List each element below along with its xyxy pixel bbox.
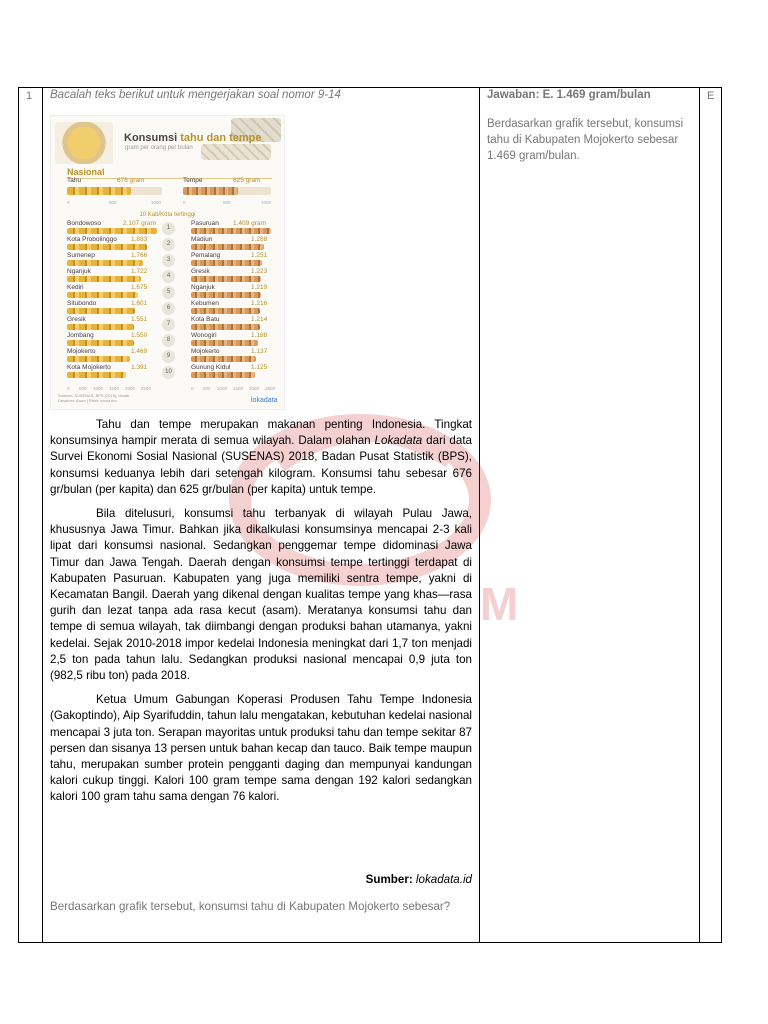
rank-badge: 3: [162, 254, 175, 267]
question-text: Berdasarkan grafik tersebut, konsumsi tahu di Kabupaten Mojokerto sebesar?: [50, 900, 451, 913]
nat-scale-left-0: 0: [67, 200, 70, 205]
tempe-top-name: Nganjuk: [191, 284, 215, 291]
national-tempe-bar: [183, 187, 238, 195]
bottom-scale-right-1000: 1000: [217, 386, 228, 391]
nat-scale-left-1000: 1000: [151, 200, 162, 205]
tahu-top-name: Gresik: [67, 316, 86, 323]
rank-badge: 7: [162, 318, 175, 331]
tempe-top-bar: [191, 372, 255, 378]
tempe-top-bar: [191, 244, 264, 250]
national-tahu-bar: [67, 187, 131, 195]
table-divider-number: [42, 87, 43, 943]
tahu-top-value: 1.722: [131, 268, 148, 275]
nat-scale-right-500: 500: [223, 200, 231, 205]
nat-scale-right-1000: 1000: [261, 200, 272, 205]
bottom-scale-right-2500: 2500: [265, 386, 276, 391]
answer-title: Jawaban: E. 1.469 gram/bulan: [487, 89, 651, 101]
tahu-top-name: Kota Mojokerto: [67, 364, 111, 371]
bottom-scale-right-2000: 2000: [249, 386, 260, 391]
rank-badge: 1: [162, 222, 175, 235]
bottom-scale-right-500: 500: [203, 386, 211, 391]
tahu-top-name: Nganjuk: [67, 268, 91, 275]
tempe-top-value: 1.137: [251, 348, 268, 355]
source-line-1: Sumber: SUSENAS, BPS (2018), diolah: [58, 393, 130, 398]
top10-label: 10 Kab/Kota tertinggi: [139, 212, 196, 218]
tahu-top-value: 1.766: [131, 252, 148, 259]
paragraph-2: Bila ditelusuri, konsumsi tahu terbanyak di wilayah Pulau Jawa, khususnya Jawa Timur. Bahkan jika dikalkulasi konsumsinya mencapai 2-3 kali lipat dari konsumsi nasional. Sedangkan penggemar tempe didominasi Jawa Timur dan Jawa Tengah. Daerah dengan konsumsi tempe tertinggi terdapat di Kabupaten Pasuruan. Kabupaten yang juga memiliki sentra tempe, yakni di Kecamatan Bangil. Daerah yang dikenal dengan kualitas tempe yang khas—rasa gurih dan lezat tanpa ada rasa kecut (asam). Meratanya konsumsi tahu dan tempe di semua wilayah, tak diimbangi dengan produksi bahan utamanya, yakni kedelai. Sejak 2010-2018 impor kedelai Indonesia meningkat dari 1,7 ton menjadi 2,5 ton pada tahun lalu. Sedangkan produksi nasional mencapai 0,9 juta ton (982,5 ribu ton) pada 2018.: [50, 507, 472, 683]
tahu-top-bar: [67, 276, 141, 282]
svg-text:M: M: [480, 578, 519, 630]
rank-badge: 9: [162, 350, 175, 363]
national-tempe-value: 625 gram: [233, 177, 261, 184]
tahu-top-value: 1.675: [131, 284, 148, 291]
tempe-top-value: 1.188: [251, 332, 268, 339]
tahu-top-name: Kota Probolinggo: [67, 236, 117, 243]
tempe-top-value: 1.251: [251, 252, 268, 259]
national-tahu-label: Tahu: [67, 177, 82, 184]
source-label: Sumber:: [365, 873, 416, 886]
bottom-scale-right-1500: 1500: [233, 386, 244, 391]
tempe-top-name: Kebumen: [191, 300, 219, 307]
tempe-top-name: Pasuruan: [191, 220, 219, 227]
tahu-top-bar: [67, 260, 143, 266]
answer-explanation: Berdasarkan grafik tersebut, konsumsi tahu di Kabupaten Mojokerto sebesar 1.469 gram/bulan.: [487, 118, 684, 162]
table-top-border: [18, 87, 722, 88]
bottom-scale-left-0: 0: [67, 386, 70, 391]
tempe-top-bar: [191, 324, 260, 330]
tempe-top-value: 1.409 gram: [233, 220, 266, 227]
reading-passage: [50, 417, 472, 814]
tempe-top-value: 1.288: [251, 236, 268, 243]
passage-source: [300, 873, 472, 886]
tempe-top-name: Wonogiri: [191, 332, 217, 339]
tempe-top-bar: [191, 340, 258, 346]
tahu-top-value: 2.107 gram: [123, 220, 156, 227]
rank-badge: 6: [162, 302, 175, 315]
rank-badge: 10: [162, 366, 175, 379]
tempe-top-value: 1.214: [251, 316, 268, 323]
tempe-top-value: 1.125: [251, 364, 268, 371]
table-bottom-border: [18, 942, 722, 943]
tahu-top-value: 1.883: [131, 236, 148, 243]
consumption-infographic: [50, 115, 285, 410]
rank-badge: 8: [162, 334, 175, 347]
source-line-2: Desainer: Arum | Riset: nama tim: [58, 398, 117, 403]
tahu-top-name: Sumenep: [67, 252, 95, 259]
tahu-top-bar: [67, 308, 135, 314]
paragraph-3: Ketua Umum Gabungan Koperasi Produsen Tahu Tempe Indonesia (Gakoptindo), Aip Syarifuddin, tahun lalu mengatakan, kebutuhan kedelai nasional mencapai 3 juta ton. Serapan mayoritas untuk produksi tahu dan tempe sekitar 87 persen dan sisanya 13 persen untuk bahan kecap dan tauco. Baik tempe maupun tahu, merupakan sumber protein pengganti daging dan mempunyai kandungan kalori cukup tinggi. Kalori 100 gram tempe sama dengan 192 kalori sedangkan kalori 100 gram tahu sama dengan 76 kalori.: [50, 693, 472, 804]
tempe-top-bar: [191, 356, 256, 362]
national-label: Nasional: [67, 167, 105, 177]
tahu-top-bar: [67, 324, 134, 330]
tahu-top-bar: [67, 228, 157, 234]
rank-badge: 4: [162, 270, 175, 283]
answer-key: E: [707, 90, 715, 102]
rank-badge: 2: [162, 238, 175, 251]
tahu-top-name: Kediri: [67, 284, 84, 291]
tempe-top-bar: [191, 292, 261, 298]
tempe-top-bar: [191, 228, 271, 234]
nat-scale-left-500: 500: [109, 200, 117, 205]
tempe-top-name: Pemalang: [191, 252, 221, 259]
tahu-top-bar: [67, 340, 134, 346]
tempe-top-bar: [191, 276, 261, 282]
lokadata-logo: lokadata: [251, 397, 278, 404]
tahu-top-value: 1.391: [131, 364, 148, 371]
tahu-top-value: 1.601: [131, 300, 148, 307]
tempe-top-name: Kota Batu: [191, 316, 220, 323]
source-value: lokadata.id: [415, 873, 472, 886]
national-tahu-value: 676 gram: [117, 177, 145, 184]
tofu-plate-image: [55, 122, 113, 164]
tahu-top-value: 1.469: [131, 348, 148, 355]
nat-scale-right-0: 0: [183, 200, 186, 205]
bottom-scale-left-2500: 2500: [141, 386, 152, 391]
bottom-scale-right-0: 0: [191, 386, 194, 391]
paragraph-1: [50, 417, 472, 498]
tahu-top-name: Bondowoso: [67, 220, 101, 227]
infographic-title-a: Konsumsi: [124, 132, 181, 144]
tahu-top-name: Mojokerto: [67, 348, 96, 355]
tahu-top-bar: [67, 244, 147, 250]
paragraph-1-lokadata: Lokadata: [374, 434, 423, 448]
tempe-top-name: Mojokerto: [191, 348, 220, 355]
tempe-top-name: Gresik: [191, 268, 210, 275]
tempe-top-value: 1.216: [251, 300, 268, 307]
national-tempe-label: Tempe: [183, 177, 203, 184]
infographic-title-b: tahu dan tempe: [180, 132, 262, 144]
tahu-top-bar: [67, 292, 138, 298]
tempe-top-bar: [191, 308, 260, 314]
tempe-top-value: 1.219: [251, 284, 268, 291]
infographic-title: [124, 132, 262, 144]
row-number: 1: [26, 90, 33, 102]
tempe-top-name: Gunung Kidul: [191, 364, 231, 371]
tempe-top-bar: [191, 260, 262, 266]
paragraph-1-a: Tahu dan tempe merupakan makanan penting Indonesia. Tingkat konsumsinya hampir merata di semua wilayah. Dalam olahan: [50, 418, 472, 448]
table-divider-answer: [479, 87, 480, 943]
tahu-top-bar: [67, 356, 130, 362]
rank-badge: 5: [162, 286, 175, 299]
bottom-scale-left-1500: 1500: [109, 386, 120, 391]
tahu-top-bar: [67, 372, 126, 378]
bottom-scale-left-500: 500: [79, 386, 87, 391]
tahu-top-value: 1.550: [131, 332, 148, 339]
infographic-source: [58, 393, 129, 403]
infographic-subtitle: gram per orang per bulan: [125, 145, 193, 151]
tahu-top-name: Situbondo: [67, 300, 97, 307]
tahu-top-value: 1.551: [131, 316, 148, 323]
table-left-border: [18, 87, 19, 943]
bottom-scale-left-1000: 1000: [93, 386, 104, 391]
tempe-top-value: 1.223: [251, 268, 268, 275]
instruction-text: Bacalah teks berikut untuk mengerjakan soal nomor 9-14: [50, 89, 341, 101]
tahu-top-name: Jombang: [67, 332, 94, 339]
bottom-scale-left-2000: 2000: [125, 386, 136, 391]
tempe-top-name: Madiun: [191, 236, 213, 243]
tempe-pack-image: [201, 144, 271, 160]
table-right-border: [721, 87, 722, 943]
table-divider-key: [699, 87, 700, 943]
paragraph-1-c: dari data Survei Ekonomi Sosial Nasional (SUSENAS) 2018, Badan Pusat Statistik (BPS), konsumsi keduanya lebih dari setengah kilogram. Konsumsi tahu sebesar 676 gr/bulan (per kapita) dan 625 gr/bulan (per kapita) untuk tempe.: [50, 434, 472, 496]
